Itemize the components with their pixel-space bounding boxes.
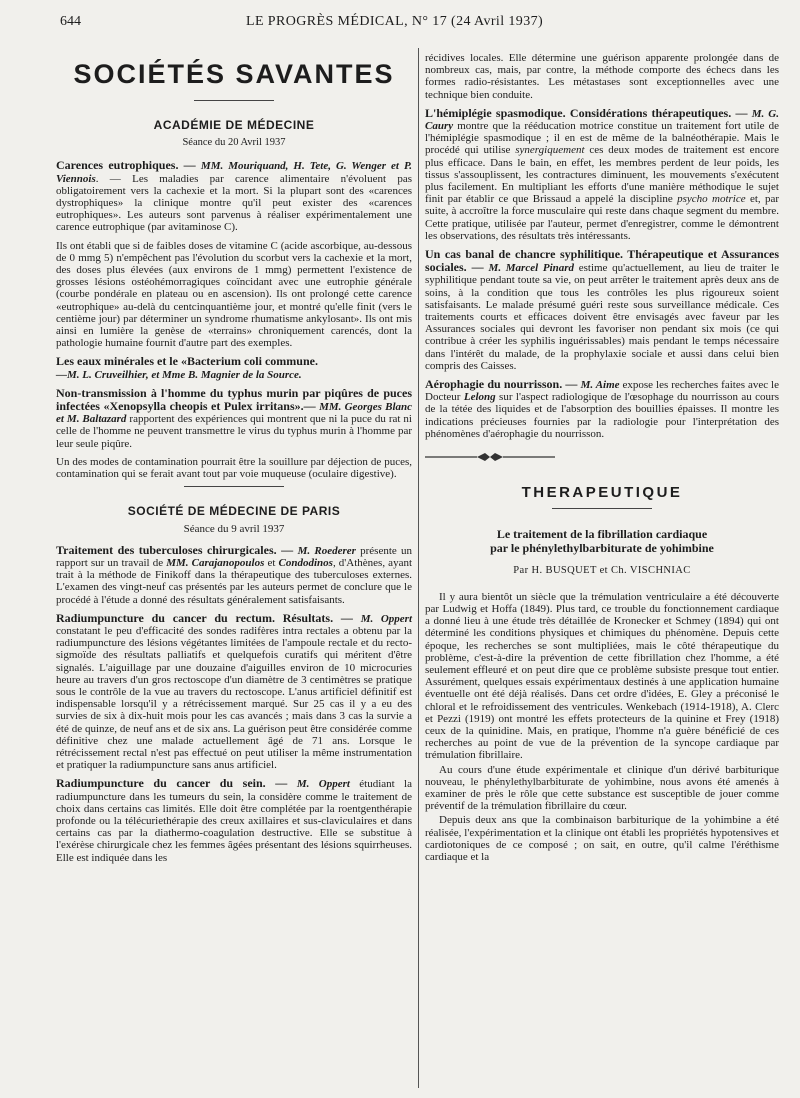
rectum-heading: Radiumpuncture du cancer du rectum. Résultats. — <box>56 610 361 625</box>
paris-heading: SOCIÉTÉ DE MÉDECINE DE PARIS <box>127 504 341 519</box>
therapeutique-divider <box>552 508 652 509</box>
typhus-paragraph <box>56 387 412 450</box>
eaux-authors: —M. L. Cruveilhier, et Mme B. Magnier de la Source. <box>56 368 302 381</box>
chancre-text: estime qu'actuellement, au lieu de traiter le syphilitique pendant toute sa vie, on peut arrêter le traitement après deux ans de soins, à la condition que tous les contrôles les plus rigoureux soient satisfaisants. Le malade présumé guéri reste sous surveillance médicale. Ces traitements courts et efficaces doivent être envisagés avec faveur par les Assurances sociales qui devront les favoriser non pendant six mois (ce qui contribue à créer les syphilis inguérissables) mais pendant le temps nécessaire dans l'intérêt du malade, de la prophylaxie sociale et aussi dans celui bien compris des Caisses. <box>425 262 779 372</box>
typhus-text: rapportent des expériences qui montrent que ni la puce du rat ni celle de l'homme ne peuvent transmettre le virus du typhus murin à l'homme par leur seule piqûre. <box>56 413 412 450</box>
column-divider <box>418 48 419 1088</box>
running-header: LE PROGRÈS MÉDICAL, N° 17 (24 Avril 1937) <box>246 14 544 29</box>
eaux-heading: Les eaux minérales et le «Bacterium coli commune. <box>56 354 318 369</box>
article-byline: Par H. BUSQUET et Ch. VISCHNIAC <box>513 564 691 576</box>
hemiplegie-text-2: ces deux modes de traitement est encore plus efficace. Dans le bain, en effet, les membres perdent de leur poids, les tissus s'assouplissent, les contractures diminuent, les mouvements s'exécutent plus facilement. En multipliant les efforts d'une manière méthodique le sujet finit par établir ce que Brissaud a appelé la discipline <box>425 144 779 206</box>
tuberculoses-author-3: Condodinos <box>278 556 333 569</box>
tuberculoses-text-2: et <box>264 556 279 569</box>
article-title-line-2: par le phénylethylbarbiturate de yohimbine <box>490 540 714 555</box>
continuation-paragraph: récidives locales. Elle détermine une guérison apparente prolongée dans de nombreux cas, mais, par contre, la méthode comporte des échecs dans les formes radio-résistantes. Les métastases sont exceptionnelles avec une technique bien conduite. <box>425 52 779 101</box>
aerophagie-text-2: sur l'aspect radiologique de l'œsophage du nourrisson au cours de la tétée des liquides et de l'absorption des bouillies épaisses. Il montre les indications précieuses fournies par la radiologie pour l'interprétation des phénomènes d'aérophagie du nourrisson. <box>425 391 779 440</box>
paris-seance: Séance du 9 avril 1937 <box>183 523 285 536</box>
hemiplegie-author: M. G. Caury <box>425 107 779 133</box>
academie-seance: Séance du 20 Avril 1937 <box>182 137 286 149</box>
hemiplegie-text-3: et, par suite, à accroître la force musculaire qui reste dans chaque segment du membre. Cette pratique, utilisée par l'auteur, permet d'enregistrer, comme le démontrent les observations, des résultats très intéressants. <box>425 193 780 242</box>
rectum-paragraph <box>56 612 412 772</box>
chancre-author: M. Marcel Pinard <box>488 262 575 275</box>
rectum-author: M. Oppert <box>360 612 412 625</box>
carences-paragraph <box>56 159 412 233</box>
hemiplegie-text-1: montre que la rééducation motrice constitue un traitement fort utile de l'hémiplégie spasmodique ; il en est de même de la balnéothérapie. Mais le procédé qui utilise <box>425 120 779 157</box>
page-number: 644 <box>60 14 81 29</box>
academie-heading: ACADÉMIE DE MÉDECINE <box>153 118 315 132</box>
typhus-paragraph-2: Un des modes de contamination pourrait être la souillure par déjection de puces, contamination qui se ferait avant tout par voie muqueuse (oculaire digestive). <box>56 455 412 481</box>
therapeutique-title: THERAPEUTIQUE <box>521 484 683 502</box>
sein-text: étudiant la radiumpuncture dans les tumeurs du sein, la considère comme le traitement de choix dans certains cas limités. Elle doit être complétée par la roentgenthérapie profonde ou la télécuriethérapie des creux axillaires et sus-claviculaires et dans certains cas par la diathermo-coagulation destructive. Elle se substitue à l'exérèse chirurgicale chez les femmes âgées présentant des lésions squirrheuses. Elle est indiquée dans les <box>56 778 412 864</box>
aerophagie-author: M. Aime <box>580 379 620 392</box>
aerophagie-author-2: Lelong <box>463 391 496 404</box>
tuberculoses-paragraph <box>56 544 412 606</box>
carences-text: . — Les maladies par carence alimentaire n'évoluent pas obligatoirement vers la cachexie et la mort. Si la plupart sont des «carences dystrophiques» la clinique montre qu'il peut exister des «carences eutrophiques». Les auteurs sont parvenus à réaliser expérimentalement une carence eutrophique (par avitaminose C). <box>56 172 412 234</box>
carences-authors: MM. Mouriquand, H. Tete, G. Wenger et P. Viennois <box>56 160 412 185</box>
chancre-heading: Un cas banal de chancre syphilitique. Thérapeutique et Assurances sociales. — <box>425 247 779 275</box>
sein-author: M. Oppert <box>296 778 350 791</box>
article-paragraph-3: Depuis deux ans que la combinaison barbiturique de la yohimbine a été réalisée, l'expérimentation et la clinique ont établi les propriétés hypotensives et cardiotoniques de ce composé ; on sait, en outre, qu'il calme l'éréthisme cardiaque et la <box>425 814 779 863</box>
typhus-heading: Non-transmission à l'homme du typhus murin par piqûres de puces infectées «Xenopsylla cheopis et Pulex irritans».— <box>56 385 412 414</box>
hemiplegie-emphasis: synergiquement <box>515 144 585 157</box>
eaux-paragraph <box>56 355 412 380</box>
title-divider <box>194 100 274 101</box>
aerophagie-paragraph <box>425 378 779 440</box>
article-title-line-1: Le traitement de la fibrillation cardiaque <box>496 526 708 541</box>
carences-paragraph-2: Ils ont établi que si de faibles doses de vitamine C (acide ascorbique, au-dessous de 0 mmg 5) n'empêchent pas l'évolution du scorbut vers la cachexie et la mort, des doses plus élevées (aux environs de 1 mmg) permettent l'existence de grosses lésions ostéohémorragiques coïncidant avec une eutrophie générale (courbe pondérale en plateau ou en ascension). Ils ont prolongé cette carence «eutrophique» au-delà du centcinquantième jour, et montré qu'elle finit (vers le centième jour) par déterminer un syndrome rhumatisme ankylosant». Ils ont mis ainsi en lumière la genèse de «terrains» chroniquement carencés, dont la pathologie humaine fournit d'autre part des exemples. <box>56 239 412 350</box>
hemiplegie-heading: L'hémiplégie spasmodique. Considérations thérapeutiques. — <box>425 105 752 120</box>
sein-paragraph <box>56 777 412 863</box>
article-paragraph-1: Il y aura bientôt un siècle que la trémulation ventriculaire a été découverte par Ludwig et Hoffa (1849). Plus tard, ce trouble du fonctionnement cardiaque a donné lieu à une étude très détaillée de Kronecker et Schmey (1894) qui ont déterminé les conditions physiques et chimiques du phénomène. Depuis cette époque, les recherches se sont multipliées, mais le côté thérapeutique du problème, c'est-à-dire la prévention de cette fibrillation chez l'homme, a été seulement effleuré et on peut dire que ce problème subsiste presque tout entier. Assurément, quelques essais expérimentaux destinés à une application humaine éventuelle ont été déjà réalisés. Dans cet ordre d'idées, E. Gley a préconisé le chloral et le refroidissement des ventricules. Wenkebach (1914-1918), A. Clerc et Pezzi (1919) ont montré les effets protecteurs de la quinine et Frey (1918) ceux de la quinidine. Mais, en pratique, l'homme n'a guère bénéficié de ces recherches au point de vue de la prévention de la syncope cardiaque par trémulation fibrillaire. <box>425 590 779 762</box>
ornament-divider-icon <box>425 450 555 464</box>
tuberculoses-heading: Traitement des tuberculoses chirurgicales. — <box>56 542 298 557</box>
chancre-paragraph <box>425 248 779 372</box>
article-paragraph-2: Au cours d'une étude expérimentale et clinique d'un dérivé barbiturique nouveau, le phénylethylbarbiturate de yohimbine, nous avons été amenés à examiner de près le rôle que cette substance est susceptible de jouer comme préventif de la trémulation fibrillaire du cœur. <box>425 763 779 813</box>
left-column <box>56 52 412 870</box>
right-column <box>425 52 779 865</box>
article-title <box>425 527 779 555</box>
hemiplegie-emphasis-2: psycho motrice <box>677 193 746 206</box>
article-body <box>425 591 779 863</box>
section-title: SOCIÉTÉS SAVANTES <box>73 59 395 89</box>
aerophagie-text-1: expose les recherches faites avec le Docteur <box>425 379 779 404</box>
tuberculoses-author-2: MM. Carajanopoulos <box>166 556 265 569</box>
tuberculoses-text-1: présente un rapport sur un travail de <box>56 544 413 569</box>
rectum-text: constatant le peu d'efficacité des sondes radifères intra rectales a obtenu par la radiumpuncture des lésions végétantes limitées de l'ampoule rectale et du recto-sigmoïde des résultats palliatifs et quelquefois curatifs qui méritent d'être signalés. L'aiguillage par une douzaine d'aiguilles environ de 10 microcuries heure au travers d'un gros rectoscope d'un diamètre de 3 centimètres se pratique sous le contrôle de la vue au travers du rectoscope. L'anus artificiel définitif est indispensable lorsqu'il y a rétrécissement marqué. Sur 25 cas il y a eu des survies de six à dix-huit mois pour les cas avancés ; mais dans 3 cas la survie a été de quinze, de neuf ans et de six ans. La guérison peut être considérée comme définitive chez une malade actuellement âgé de 71 ans. Lorsque le rétrécissement rectal n'est pas effectué on peut utiliser la même instrumentation et pratiquer la radiumpuncture sans anus artificiel. <box>56 624 412 772</box>
tuberculoses-author: M. Roederer <box>297 544 356 557</box>
typhus-authors: MM. Georges Blanc et M. Baltazard <box>56 401 412 426</box>
tuberculoses-text-3: , d'Athènes, ayant trait à la méthode de Finikoff dans la thérapeutique des tuberculoses externes. L'examen des vingt-neuf cas présentés par les auteurs permet de conclure que le procédé à l'étude a donné des résultats généralement satisfaisants. <box>56 556 413 606</box>
carences-heading: Carences eutrophiques. — <box>56 158 201 173</box>
aerophagie-heading: Aérophagie du nourrisson. — <box>425 377 581 392</box>
sein-heading: Radiumpuncture du cancer du sein. — <box>56 776 297 791</box>
hemiplegie-paragraph <box>425 107 779 242</box>
society-divider <box>184 486 284 487</box>
